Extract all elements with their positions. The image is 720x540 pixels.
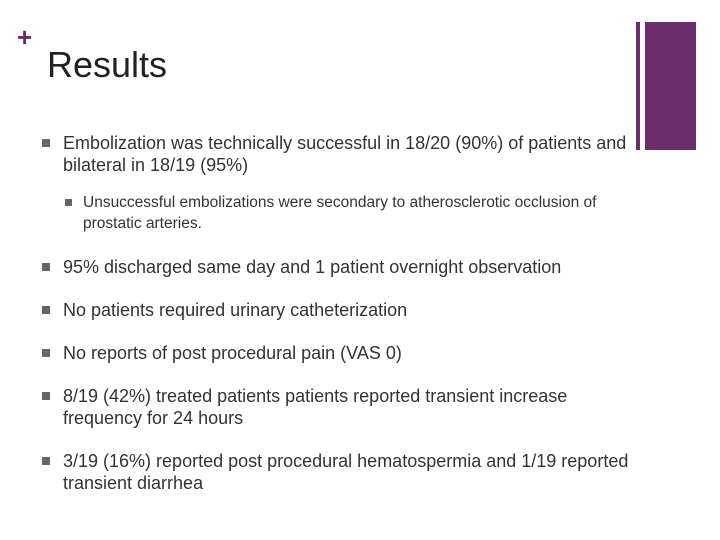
bullet-marker <box>42 392 50 400</box>
slide-title: Results <box>47 44 168 85</box>
bullet-marker <box>65 199 72 206</box>
bullet-marker <box>42 263 50 271</box>
bullet-text: No reports of post procedural pain (VAS 0) <box>63 343 402 363</box>
bullet-text: No patients required urinary catheterization <box>63 300 408 320</box>
bullet-marker <box>42 139 50 147</box>
bullet-text: 95% discharged same day and 1 patient overnight observation <box>63 257 562 277</box>
bullet-item <box>42 450 642 494</box>
bullet-text: 8/19 (42%) treated patients patients reported transient increase frequency for 24 hours <box>63 386 568 428</box>
bullet-text: 3/19 (16%) reported post procedural hematospermia and 1/19 reported transient diarrhea <box>63 451 629 493</box>
bullet-item <box>42 256 642 278</box>
bullet-marker <box>42 349 50 357</box>
bullet-item <box>42 342 642 364</box>
accent-bar-thick <box>645 22 696 150</box>
bullet-item <box>42 132 642 176</box>
bullet-marker <box>42 306 50 314</box>
plus-mark: + <box>17 22 33 52</box>
bullet-item <box>42 385 642 429</box>
sub-bullet-item <box>65 192 642 234</box>
accent-bar-thin <box>636 22 640 150</box>
bullet-item <box>42 299 642 321</box>
bullet-text: Embolization was technically successful in 18/20 (90%) of patients and bilateral in 18/19 (95%) <box>63 133 627 175</box>
bullet-list <box>42 132 642 494</box>
bullet-marker <box>42 457 50 465</box>
bullet-text: Unsuccessful embolizations were secondary to atherosclerotic occlusion of prostatic arteries. <box>83 194 597 232</box>
